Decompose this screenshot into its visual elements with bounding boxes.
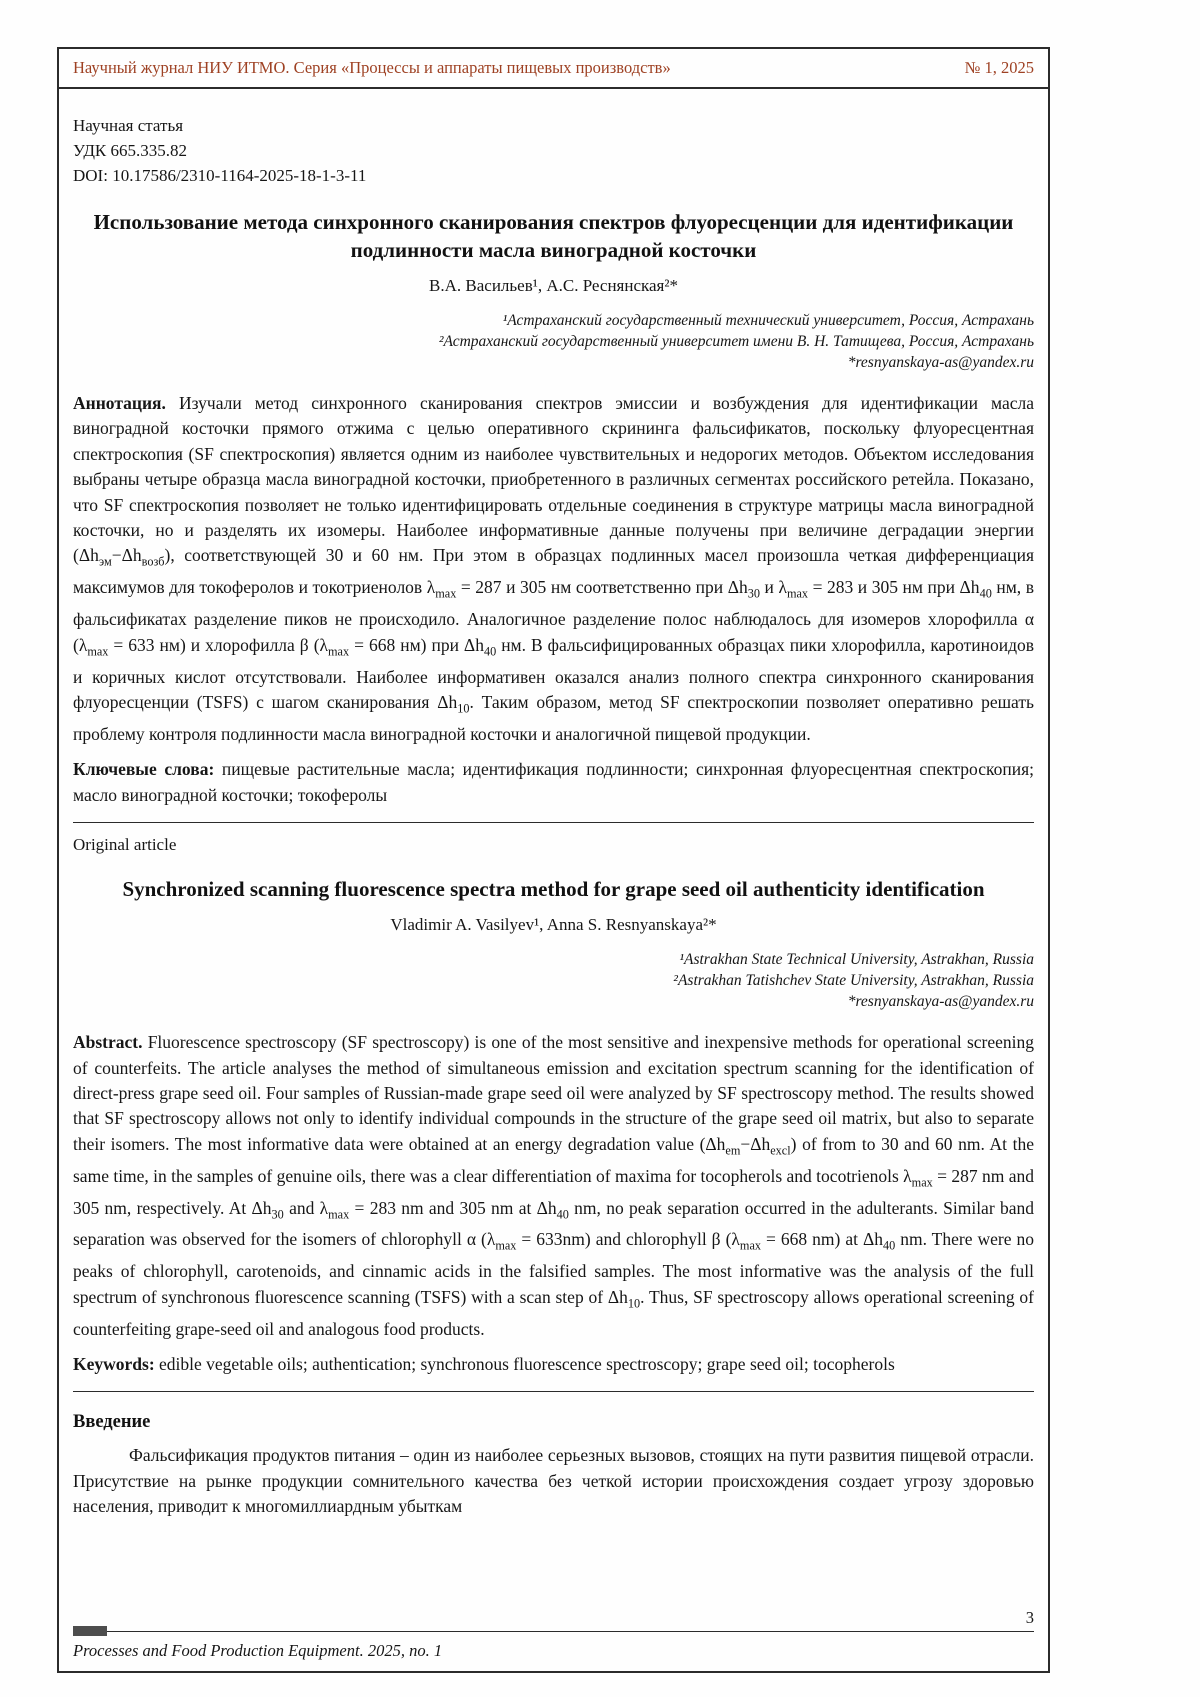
- affiliation-en-1: ¹Astrakhan State Technical University, Astrakhan, Russia: [679, 951, 1034, 969]
- introduction-paragraph: Фальсификация продуктов питания – один из наиболее серьезных вызовов, стоящих на пути развития пищевой отрасли. Присутствие на рынке продукции сомнительного качества без четкой истории происхождения создает угрозу здоровью населения, приводит к многомиллиардным убыткам: [73, 1445, 1034, 1517]
- authors-ru: В.А. Васильев¹, А.С. Реснянская²*: [429, 276, 678, 295]
- doi-code: DOI: 10.17586/2310-1164-2025-18-1-3-11: [73, 166, 367, 185]
- article-meta: [73, 113, 1034, 188]
- affiliations-en: [73, 949, 1034, 1012]
- affiliation-ru-2: ²Астраханский государственный университет имени В. Н. Татищева, Россия, Астрахань: [438, 333, 1034, 350]
- abstract-ru-text: Изучали метод синхронного сканирования спектров эмиссии и возбуждения для идентификации масла виноградной косточки прямого отжима с целью оперативного скрининга фальсификатов, поскольку флуоресцентная спектроскопия (SF спектроскопия) является одним из наиболее чувствительных и недорогих методов. Объектом исследования выбраны четыре образца масла виноградной косточки, приобретенного в различных сегментах российского ретейла. Показано, что SF спектроскопия позволяет не только идентифицировать отдельные соединения в структуре матрицы масла виноградной косточки, но и разделять их изомеры. Наиболее информативные данные получены при величине деградации энергии $(\Delta h_{эм}-\Delta h_{возб})$, соответствующей 30 и 60 нм. При этом в образцах подлинных масел произошла четкая дифференциация максимумов для токоферолов и токотриенолов $\lambda_{max} = 287$ и 305 нм соответственно при $\Delta h_{30}$ и $\lambda_{max} = 283$ и 305 нм при $\Delta h_{40}$ нм, в фальсификатах разделение пиков не происходило. Аналогичное разделение полос наблюдалось для изомеров хлорофилла α ($\lambda_{max} = 633$ нм) и хлорофилла β ($\lambda_{max} = 668$ нм) при $\Delta h_{40}$ нм. В фальсифицированных образцах пики хлорофилла, каротиноидов и коричных кислот отсутствовали. Наиболее информативен оказался анализ полного спектра синхронного сканирования флуоресценции (TSFS) с шагом сканирования $\Delta h_{10}$. Таким образом, метод SF спектроскопии позволяет оперативно решать проблему контроля подлинности масла виноградной косточки и аналогичной пищевой продукции.: [73, 393, 1035, 744]
- udc-code: УДК 665.335.82: [73, 141, 188, 160]
- affiliation-en-2: ²Astrakhan Tatishchev State University, Astrakhan, Russia: [673, 972, 1034, 990]
- keywords-en-label: Keywords:: [73, 1354, 155, 1375]
- article-type-label: Научная статья: [73, 116, 184, 135]
- keywords-en-text: edible vegetable oils; authentication; synchronous fluorescence spectroscopy; grape seed oil; tocopherols: [159, 1354, 895, 1375]
- introduction-heading: Введение: [73, 1412, 151, 1433]
- abstract-en-label: Abstract.: [73, 1032, 143, 1053]
- title-en: Synchronized scanning fluorescence spectra method for grape seed oil authenticity identification: [122, 877, 985, 902]
- title-ru: Использование метода синхронного сканирования спектров флуоресценции для идентификации подлинности масла виноградной косточки: [93, 210, 1014, 262]
- article-content: [59, 89, 1048, 1608]
- affiliation-ru-1: ¹Астраханский государственный технический университет, Россия, Астрахань: [502, 312, 1034, 329]
- section-divider-2: [73, 1391, 1034, 1392]
- affiliations-ru: [73, 310, 1034, 373]
- abstract-en-text: Fluorescence spectroscopy (SF spectroscopy) is one of the most sensitive and inexpensive methods for operational screening of counterfeits. The article analyses the method of simultaneous emission and excitation spectrum scanning for the identification of direct-press grape seed oil. Four samples of Russian-made grape seed oil were analyzed by SF spectroscopy method. The results showed that SF spectroscopy allows not only to identify individual compounds in the structure of the grape seed oil matrix, but also to separate their isomers. The most informative data were obtained at an energy degradation value $(\Delta h_{em}-\Delta h_{excl})$ of from to 30 and 60 nm. At the same time, in the samples of genuine oils, there was a clear differentiation of maxima for tocopherols and tocotrienols $\lambda_{max} = 287$ nm and 305 nm, respectively. At $\Delta h_{30}$ and $\lambda_{max} = 283$ nm and 305 nm at $\Delta h_{40}$ nm, no peak separation occurred in the adulterants. Similar band separation was observed for the isomers of chlorophyll α $(\lambda_{max} = 633nm)$ and chlorophyll β ($\lambda_{max} = 668$ nm) at $\Delta h_{40}$ nm. There were no peaks of chlorophyll, carotenoids, and cinnamic acids in the falsified samples. The most informative was the analysis of the full spectrum of synchronous fluorescence scanning (TSFS) with a scan step of $\Delta h_{10}$. Thus, SF spectroscopy allows operational screening of counterfeiting grape-seed oil and analogous food products.: [73, 1032, 1035, 1339]
- journal-name: Научный журнал НИУ ИТМО. Серия «Процессы и аппараты пищевых производств»: [73, 58, 671, 77]
- keywords-ru-label: Ключевые слова:: [73, 759, 215, 780]
- corresponding-email-ru: *resnyanskaya-as@yandex.ru: [847, 354, 1034, 371]
- footer-accent-bar: [73, 1626, 107, 1636]
- journal-header: [59, 49, 1048, 89]
- issue-number: № 1, 2025: [964, 58, 1034, 77]
- authors-en: Vladimir A. Vasilyev¹, Anna S. Resnyanskaya²*: [390, 915, 717, 935]
- abstract-ru-label: Аннотация.: [73, 393, 166, 413]
- footer-rule: [73, 1631, 1034, 1632]
- original-article-label: Original article: [73, 835, 177, 855]
- abstract-en: [73, 1030, 1034, 1342]
- page-footer: [59, 1608, 1048, 1671]
- section-divider-1: [73, 822, 1034, 823]
- footer-journal-title: Processes and Food Production Equipment. 2025, no. 1: [73, 1641, 443, 1660]
- keywords-ru-text: пищевые растительные масла; идентификация подлинности; синхронная флуоресцентная спектроскопия; масло виноградной косточки; токоферолы: [73, 759, 1034, 805]
- keywords-en: [73, 1352, 1034, 1377]
- page-number: 3: [1025, 1608, 1034, 1627]
- keywords-ru: [73, 757, 1034, 808]
- abstract-ru: [73, 391, 1034, 747]
- corresponding-email-en: *resnyanskaya-as@yandex.ru: [847, 993, 1034, 1011]
- page-frame: [57, 47, 1050, 1673]
